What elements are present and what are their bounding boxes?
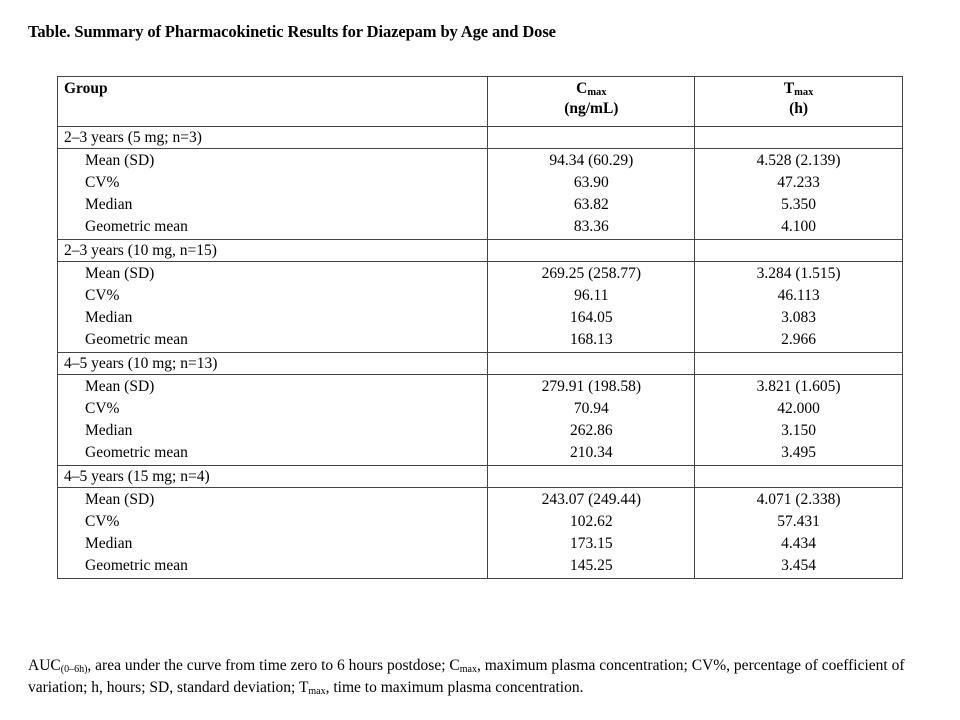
cmax-value: 262.86 xyxy=(570,422,613,439)
stat-labels-cell xyxy=(58,488,488,579)
pharmacokinetic-table xyxy=(57,76,903,579)
tmax-value: 3.454 xyxy=(781,557,817,574)
group-name: 2–3 years (5 mg; n=3) xyxy=(58,127,488,149)
cmax-value: 70.94 xyxy=(573,400,609,417)
stat-label: CV% xyxy=(85,174,120,191)
tmax-value: 4.071 (2.338) xyxy=(756,491,841,508)
tmax-symbol: $T_{max}$ xyxy=(783,80,814,98)
stats-row xyxy=(58,149,903,240)
stat-label: Geometric mean xyxy=(85,331,188,348)
tmax-value: 3.821 (1.605) xyxy=(756,378,841,395)
cmax-values-cell xyxy=(488,149,695,240)
stat-labels-cell xyxy=(58,262,488,353)
stat-label: Mean (SD) xyxy=(85,491,155,508)
empty-cell xyxy=(695,127,903,149)
cmax-value: 168.13 xyxy=(570,331,613,348)
stats-row xyxy=(58,488,903,579)
cmax-value: 145.25 xyxy=(570,557,613,574)
table-header-row xyxy=(58,77,903,127)
tmax-value: 3.284 (1.515) xyxy=(756,265,841,282)
cmax-value: 83.36 xyxy=(573,218,609,235)
cmax-value: 96.11 xyxy=(574,287,609,304)
cmax-values-cell xyxy=(488,375,695,466)
tmax-value: 4.434 xyxy=(781,535,817,552)
stat-label: Mean (SD) xyxy=(85,378,155,395)
group-header-row xyxy=(58,127,903,149)
group-name: 2–3 years (10 mg, n=15) xyxy=(58,240,488,262)
cmax-value: 164.05 xyxy=(570,309,613,326)
tmax-value: 3.083 xyxy=(781,309,817,326)
group-name: 4–5 years (10 mg; n=13) xyxy=(58,353,488,375)
cmax-value: 63.90 xyxy=(573,174,609,191)
cmax-value: 269.25 (258.77) xyxy=(541,265,642,282)
stat-label: Geometric mean xyxy=(85,444,188,461)
table-title: Table. Summary of Pharmacokinetic Results for Diazepam by Age and Dose xyxy=(28,22,556,41)
cmax-values-cell xyxy=(488,488,695,579)
column-header-cmax xyxy=(488,77,695,127)
empty-cell xyxy=(695,353,903,375)
tmax-value: 42.000 xyxy=(777,400,820,417)
cmax-value: 94.34 (60.29) xyxy=(549,152,634,169)
cmax-value: 173.15 xyxy=(570,535,613,552)
stat-label: CV% xyxy=(85,400,120,417)
tmax-values-cell xyxy=(695,375,903,466)
empty-cell xyxy=(488,127,695,149)
empty-cell xyxy=(695,240,903,262)
empty-cell xyxy=(695,466,903,488)
tmax-value: 4.528 (2.139) xyxy=(756,152,841,169)
group-header-row xyxy=(58,240,903,262)
tmax-values-cell xyxy=(695,262,903,353)
column-header-tmax xyxy=(695,77,903,127)
empty-cell xyxy=(488,353,695,375)
tmax-value: 4.100 xyxy=(781,218,817,235)
stat-labels-cell xyxy=(58,375,488,466)
stat-label: CV% xyxy=(85,287,120,304)
cmax-value: 102.62 xyxy=(570,513,613,530)
column-header-group: Group xyxy=(58,77,488,127)
stat-label: Median xyxy=(85,309,133,326)
stat-labels-cell xyxy=(58,149,488,240)
empty-cell xyxy=(488,466,695,488)
group-header-row xyxy=(58,353,903,375)
stat-label: Mean (SD) xyxy=(85,152,155,169)
stat-label: Mean (SD) xyxy=(85,265,155,282)
tmax-values-cell xyxy=(695,149,903,240)
stats-row xyxy=(58,262,903,353)
stat-label: Median xyxy=(85,422,133,439)
stat-label: Geometric mean xyxy=(85,218,188,235)
cmax-value: 63.82 xyxy=(573,196,609,213)
stat-label: Median xyxy=(85,535,133,552)
cmax-value: 243.07 (249.44) xyxy=(541,491,642,508)
cmax-values-cell xyxy=(488,262,695,353)
group-name: 4–5 years (15 mg; n=4) xyxy=(58,466,488,488)
tmax-unit: (h) xyxy=(789,100,809,117)
tmax-value: 3.495 xyxy=(781,444,817,461)
cmax-symbol: $C_{max}$ xyxy=(576,80,607,98)
footnote: $AUC_{(0-6h)}$, area under the curve from time zero to 6 hours postdose; $C_{max}$, maximum plasma concentration; CV%, percentage of coefficient of variation; h, hours; SD, standard deviation; $T_{max}$, time to maximum plasma concentration. xyxy=(28,657,905,697)
tmax-value: 5.350 xyxy=(781,196,817,213)
tmax-value: 46.113 xyxy=(777,287,820,304)
tmax-values-cell xyxy=(695,488,903,579)
group-header-row xyxy=(58,466,903,488)
tmax-value: 2.966 xyxy=(781,331,817,348)
stats-row xyxy=(58,375,903,466)
stat-label: Geometric mean xyxy=(85,557,188,574)
table-body xyxy=(58,127,903,579)
cmax-value: 210.34 xyxy=(570,444,613,461)
tmax-value: 57.431 xyxy=(777,513,820,530)
tmax-value: 47.233 xyxy=(777,174,820,191)
tmax-value: 3.150 xyxy=(781,422,817,439)
cmax-unit: (ng/mL) xyxy=(564,100,619,117)
empty-cell xyxy=(488,240,695,262)
stat-label: Median xyxy=(85,196,133,213)
cmax-value: 279.91 (198.58) xyxy=(541,378,642,395)
stat-label: CV% xyxy=(85,513,120,530)
